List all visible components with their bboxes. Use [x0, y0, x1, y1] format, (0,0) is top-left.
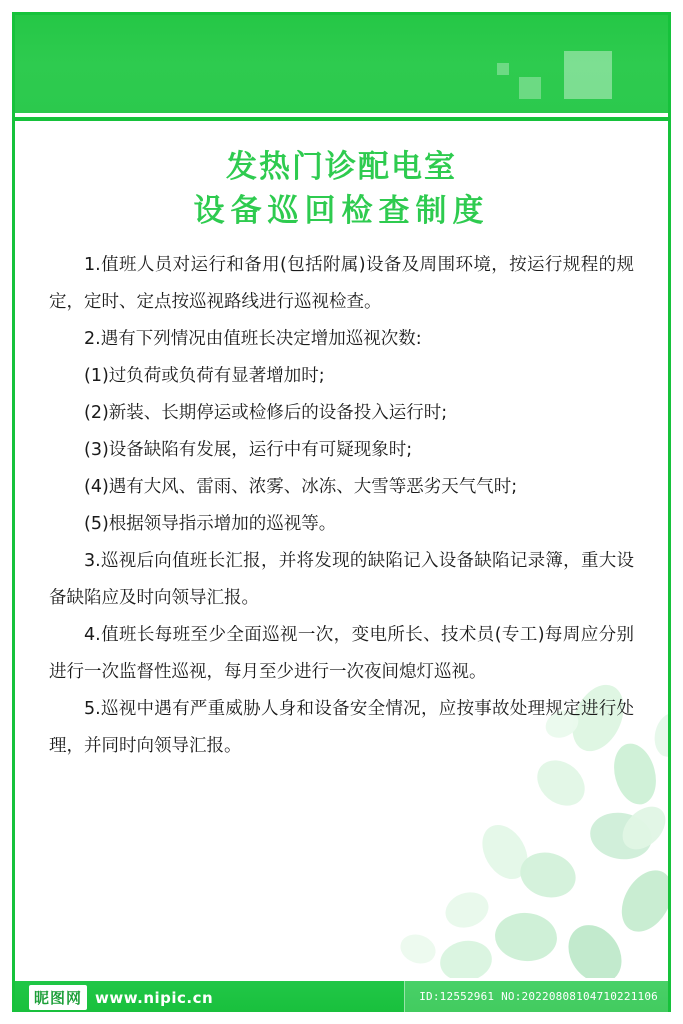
footer-bar	[15, 981, 668, 1012]
paragraph-2-item-3: (3)设备缺陷有发展，运行中有可疑现象时;	[84, 440, 413, 460]
title-line-1: 发热门诊配电室	[226, 149, 457, 185]
decorative-petal	[558, 915, 633, 978]
banner-small-square-icon	[497, 63, 509, 75]
decorative-petal	[493, 910, 559, 963]
header-divider	[15, 117, 668, 121]
decorative-petal	[437, 937, 495, 978]
paragraph-2-item-1: (1)过负荷或负荷有显著增加时;	[84, 366, 325, 386]
site-url-text: www.nipic.cn	[95, 988, 214, 1007]
paragraph-2: 2.遇有下列情况由值班长决定增加巡视次数:	[84, 329, 422, 349]
image-id-text: ID:12552961 NO:20220808104710221106	[419, 990, 658, 1003]
site-logo[interactable]	[29, 985, 213, 1010]
image-id-panel	[404, 981, 668, 1012]
title-line-2: 设备巡回检查制度	[193, 193, 490, 229]
body-text	[49, 247, 634, 765]
paragraph-4: 4.值班长每班至少全面巡视一次，变电所长、技术员(专工)每周应分别进行一次监督性巡视，每月至少进行一次夜间熄灯巡视。	[49, 625, 634, 682]
paragraph-1: 1.值班人员对运行和备用(包括附属)设备及周围环境，按运行规程的规定，定时、定点按巡视路线进行巡视检查。	[49, 255, 634, 312]
decorative-petal	[611, 861, 668, 940]
paragraph-5: 5.巡视中遇有严重威胁人身和设备安全情况，应按事故处理规定进行处理，并同时向领导汇报。	[49, 699, 634, 756]
paragraph-2-item-2: (2)新装、长期停运或检修后的设备投入运行时;	[84, 403, 448, 423]
decorative-petal	[651, 710, 668, 759]
banner-medium-square-icon	[519, 77, 541, 99]
paragraph-2-item-4: (4)遇有大风、雷雨、浓雾、冰冻、大雪等恶劣天气气时;	[84, 477, 518, 497]
paragraph-2-item-5: (5)根据领导指示增加的巡视等。	[84, 514, 337, 534]
paragraph-3: 3.巡视后向值班长汇报，并将发现的缺陷记入设备缺陷记录簿，重大设备缺陷应及时向领导汇报。	[49, 551, 634, 608]
header-banner	[15, 15, 668, 113]
content-area	[15, 123, 668, 978]
page-title	[15, 123, 668, 233]
decorative-petal	[441, 887, 494, 934]
logo-badge-text: 昵图网	[29, 985, 87, 1010]
banner-large-square-icon	[564, 51, 612, 99]
decorative-petal	[396, 930, 439, 969]
